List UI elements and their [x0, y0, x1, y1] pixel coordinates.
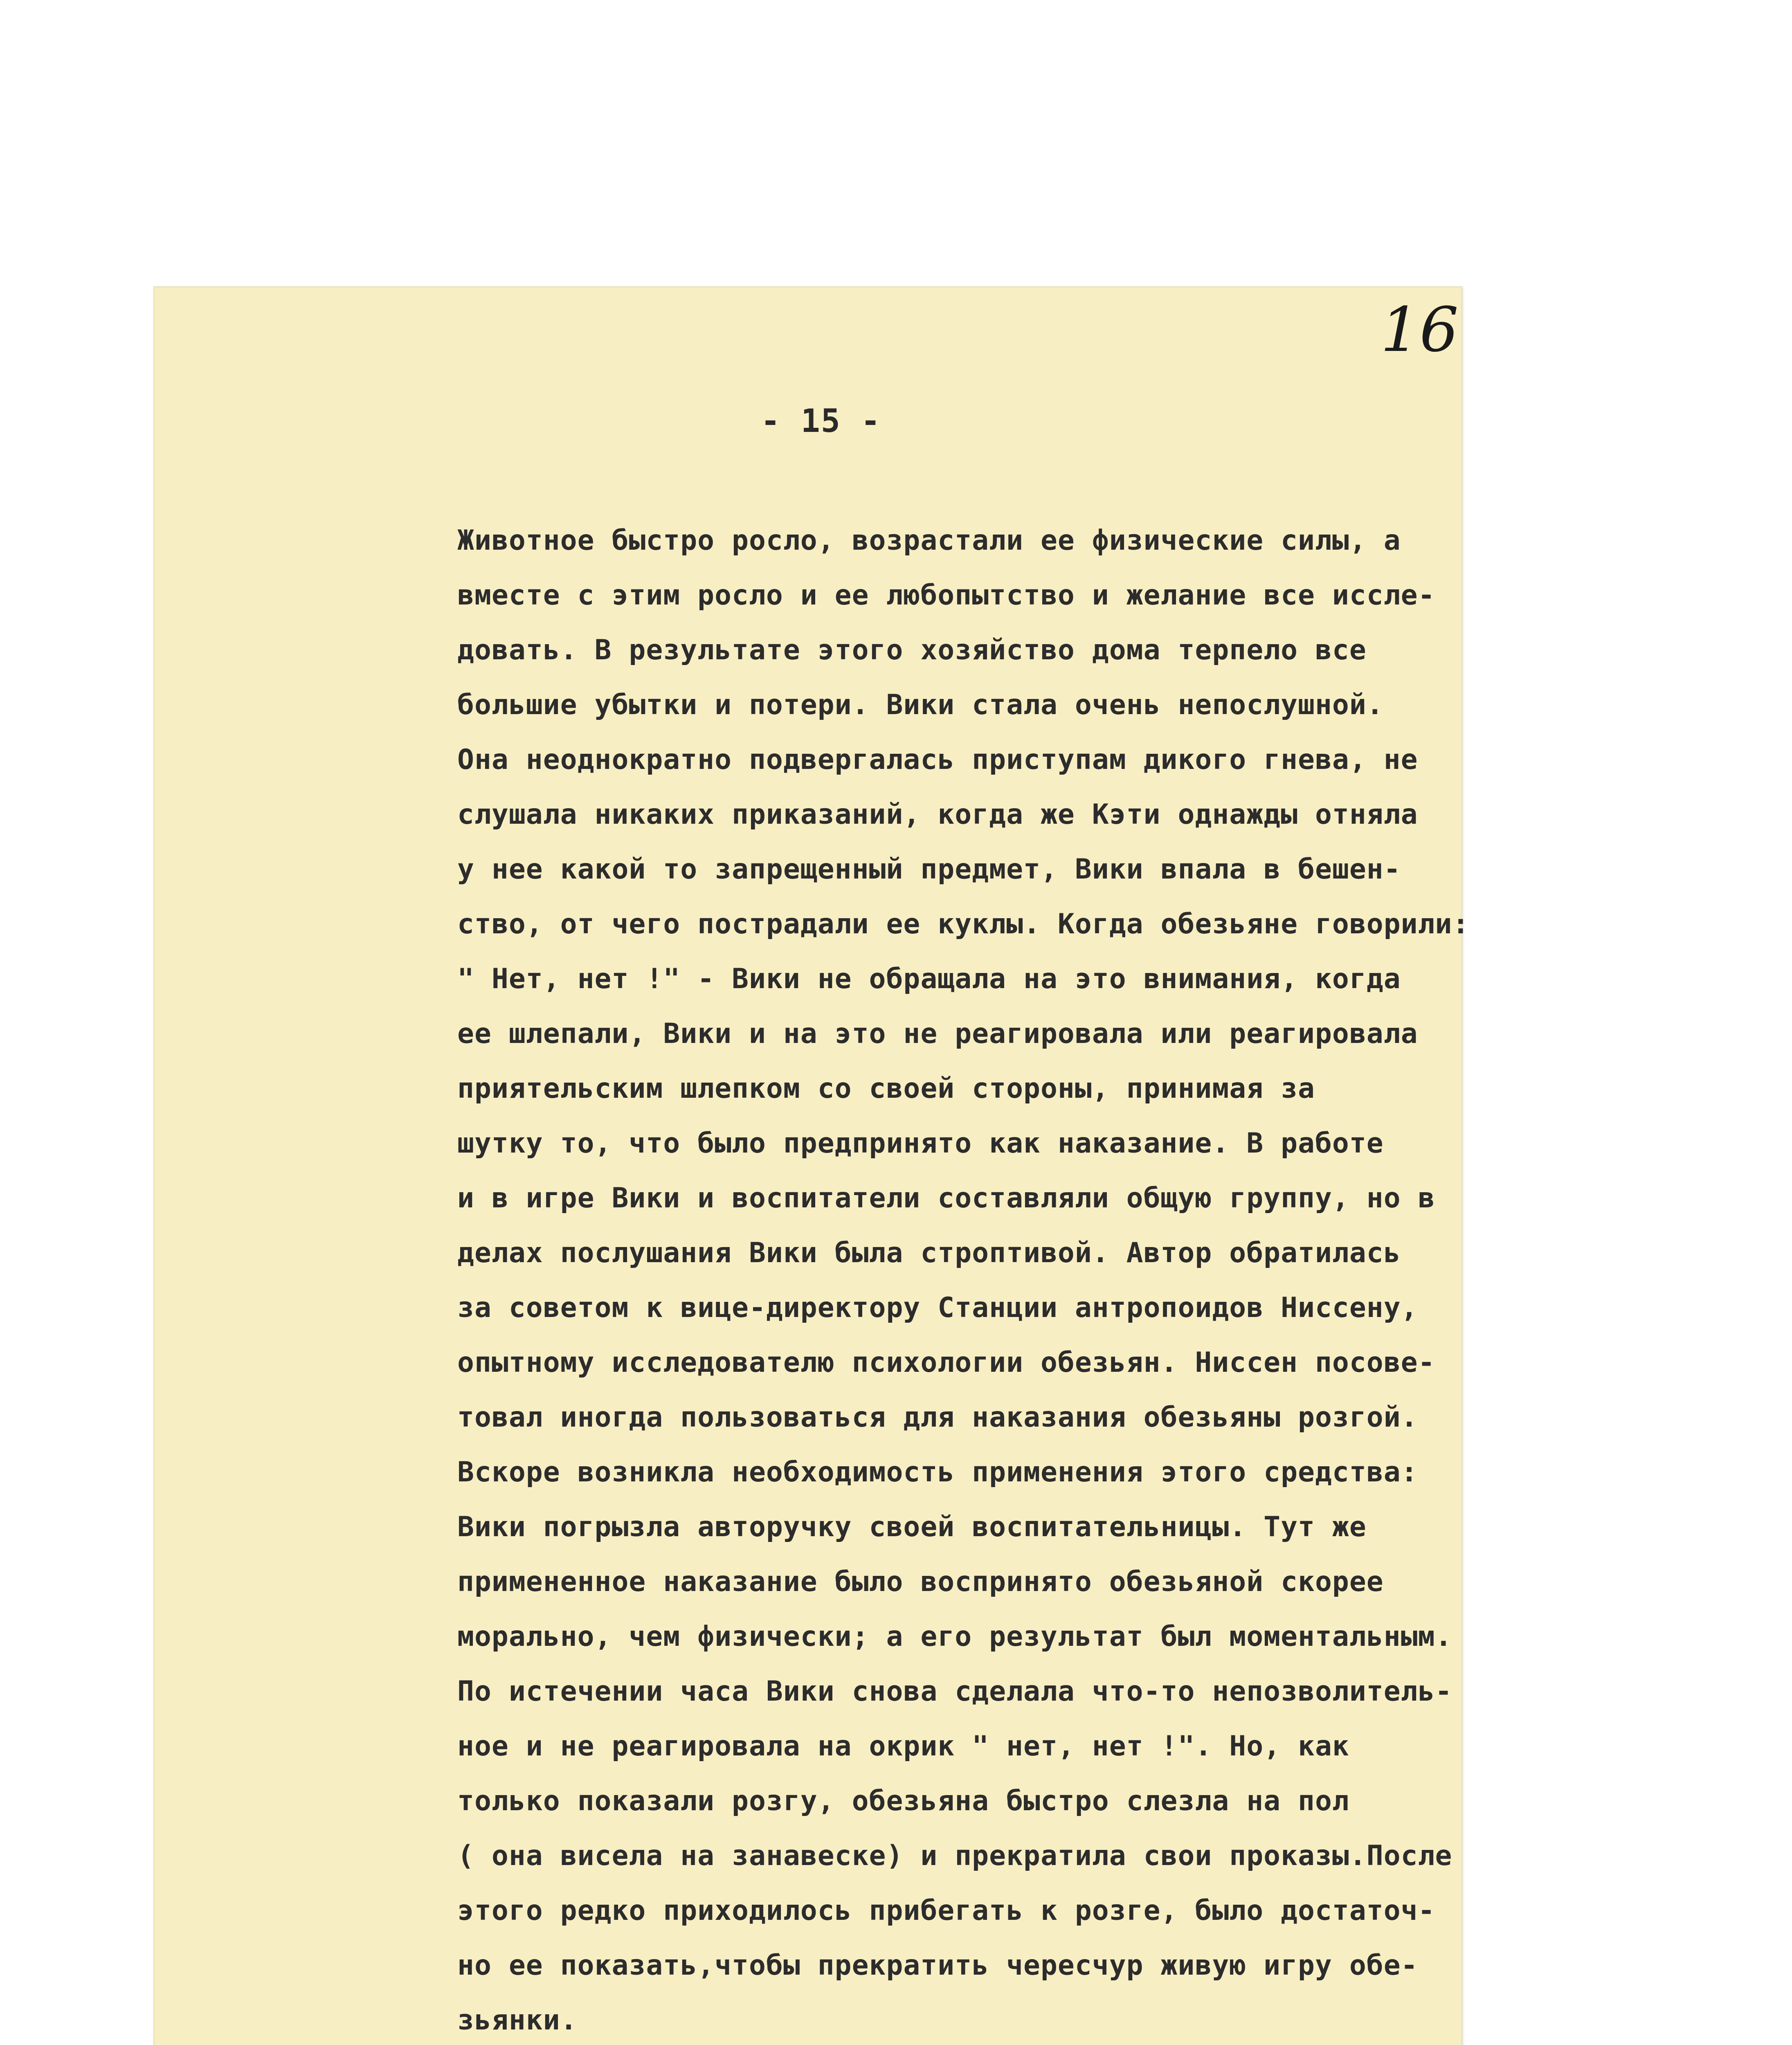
text-line: Вскоре возникла необходимость применения этого средства: [457, 1456, 1418, 1488]
text-line: По истечении часа Вики снова сделала что-то непозволитель- [457, 1675, 1452, 1708]
text-line: ее шлепали, Вики и на это не реагировала или реагировала [457, 1018, 1418, 1050]
text-line: но ее показать,чтобы прекратить чересчур живую игру обе- [457, 1949, 1418, 1982]
text-line: товал иногда пользоваться для наказания обезьяны розгой. [457, 1401, 1418, 1434]
page-number: - 15 - [761, 403, 881, 440]
text-line: " Нет, нет !" - Вики не обращала на это внимания, когда [457, 963, 1401, 995]
text-line: этого редко приходилось прибегать к розге, было достаточ- [457, 1894, 1435, 1927]
text-line: морально, чем физически; а его результат был моментальным. [457, 1620, 1452, 1653]
text-line: довать. В результате этого хозяйство дома терпело все [457, 634, 1367, 666]
text-line: ство, от чего пострадали ее куклы. Когда обезьяне говорили: [457, 908, 1470, 940]
text-line: вместе с этим росло и ее любопытство и желание все иссле- [457, 579, 1435, 611]
text-line: ное и не реагировала на окрик " нет, нет !". Но, как [457, 1730, 1349, 1762]
body-text [457, 513, 1470, 2045]
text-line: делах послушания Вики была строптивой. Автор обратилась [457, 1237, 1401, 1269]
handwritten-sheet-number: 16 [1381, 294, 1459, 366]
text-line: и в игре Вики и воспитатели составляли общую группу, но в [457, 1182, 1435, 1214]
text-line: Вики погрызла авторучку своей воспитательницы. Тут же [457, 1511, 1367, 1543]
text-line: слушала никаких приказаний, когда же Кэти однажды отняла [457, 798, 1418, 831]
text-line: ( она висела на занавеске) и прекратила свои проказы.После [457, 1840, 1452, 1872]
text-line: Она неоднократно подвергалась приступам дикого гнева, не [457, 744, 1418, 776]
text-line: только показали розгу, обезьяна быстро слезла на пол [457, 1785, 1349, 1817]
text-line: примененное наказание было воспринято обезьяной скорее [457, 1566, 1384, 1598]
text-line: у нее какой то запрещенный предмет, Вики впала в бешен- [457, 853, 1401, 885]
text-line: большие убытки и потери. Вики стала очень непослушной. [457, 689, 1384, 721]
text-line: приятельским шлепком со своей стороны, принимая за [457, 1072, 1315, 1105]
text-line: Животное быстро росло, возрастали ее физические силы, а [457, 524, 1401, 557]
text-line: шутку то, что было предпринято как наказание. В работе [457, 1127, 1384, 1160]
text-line: зьянки. [457, 2004, 578, 2036]
text-line: за советом к вице-директору Станции антропоидов Ниссену, [457, 1292, 1418, 1324]
text-line: опытному исследователю психологии обезьян. Ниссен посове- [457, 1346, 1435, 1379]
